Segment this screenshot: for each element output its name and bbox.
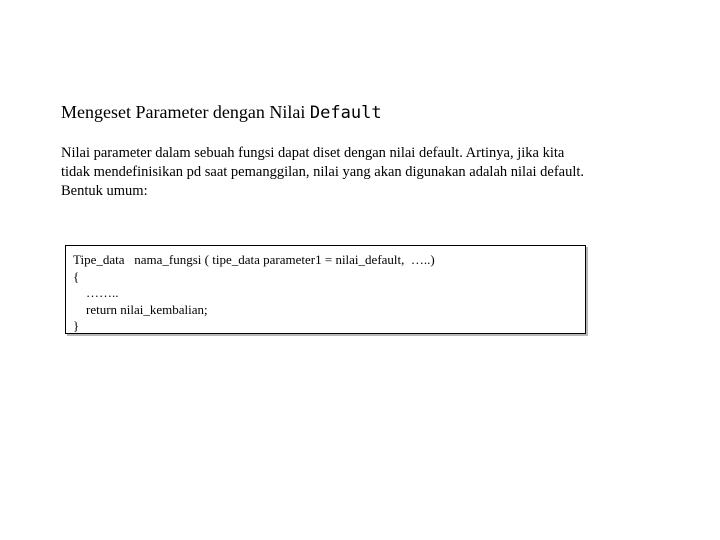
code-line-close-brace: } — [73, 318, 80, 333]
syntax-code-box — [65, 245, 586, 334]
code-line-return: return nilai_kembalian; — [73, 301, 208, 317]
heading-code-keyword: Default — [309, 103, 382, 123]
paragraph-line: Bentuk umum: — [61, 183, 148, 199]
code-line-open-brace: { — [73, 268, 80, 284]
slide-heading — [61, 100, 382, 125]
code-line-ellipsis: …….. — [73, 285, 119, 300]
heading-text: Mengeset Parameter dengan Nilai — [61, 102, 310, 122]
description-paragraph — [61, 144, 661, 201]
paragraph-line: tidak mendefinisikan pd saat pemanggilan, nilai yang akan digunakan adalah nilai default. — [61, 164, 585, 180]
code-line-signature: Tipe_data nama_fungsi ( tipe_data parameter1 = nilai_default, …..) — [73, 252, 435, 267]
paragraph-line: Nilai parameter dalam sebuah fungsi dapat diset dengan nilai default. Artinya, jika kita — [61, 145, 565, 161]
